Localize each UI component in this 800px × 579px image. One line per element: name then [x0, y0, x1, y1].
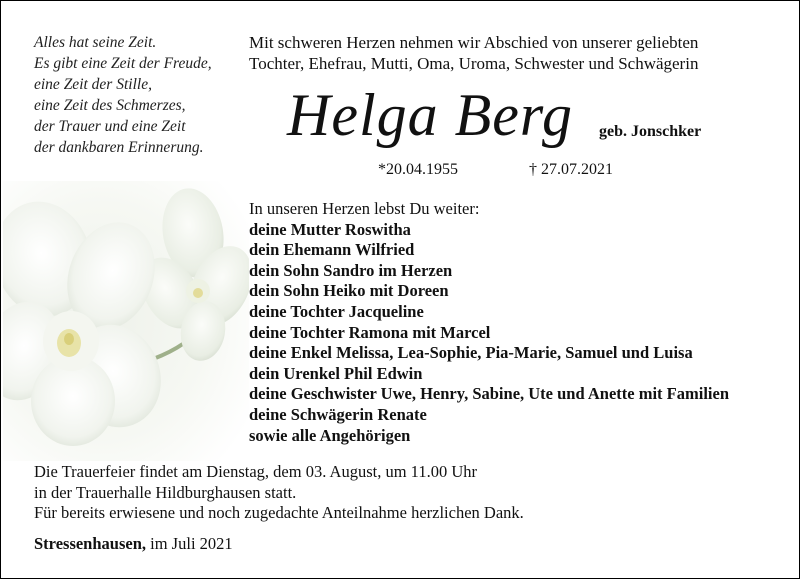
relative-line: dein Ehemann Wilfried — [249, 240, 415, 260]
intro-text — [249, 32, 789, 74]
relative-line: deine Enkel Melissa, Lea-Sophie, Pia-Marie, Samuel und Luisa — [249, 343, 693, 363]
poem-line: eine Zeit des Schmerzes, — [34, 97, 186, 114]
relative-line: dein Sohn Sandro im Herzen — [249, 260, 453, 280]
poem-line: eine Zeit der Stille, — [34, 76, 152, 93]
relative-line: deine Geschwister Uwe, Henry, Sabine, Ute und Anette mit Familien — [249, 384, 729, 404]
orchid-image — [3, 181, 249, 461]
poem-line: Alles hat seine Zeit. — [34, 34, 157, 51]
signature-date: im Juli 2021 — [146, 534, 233, 553]
relative-line: sowie alle Angehörigen — [249, 425, 411, 445]
signature-place: Stressenhausen, — [34, 534, 147, 553]
service-line: in der Trauerhalle Hildburghausen statt. — [34, 482, 297, 502]
relative-line: deine Schwägerin Renate — [249, 404, 427, 424]
poem-line: Es gibt eine Zeit der Freude, — [34, 55, 212, 72]
family-lead: In unseren Herzen lebst Du weiter: — [249, 199, 480, 218]
service-line: Die Trauerfeier findet am Dienstag, dem 03. August, um 11.00 Uhr — [34, 462, 477, 481]
deceased-name: Helga Berg — [287, 82, 574, 148]
poem — [34, 32, 249, 158]
relative-line: dein Sohn Heiko mit Doreen — [249, 281, 449, 301]
birth-date: *20.04.1955 — [378, 161, 458, 178]
maiden-name: geb. Jonschker — [599, 123, 702, 140]
service-info — [34, 462, 774, 524]
relative-line: deine Tochter Ramona mit Marcel — [249, 322, 491, 342]
relative-line: dein Urenkel Phil Edwin — [249, 363, 423, 383]
poem-line: der dankbaren Erinnerung. — [34, 139, 204, 156]
signature — [34, 534, 233, 554]
intro-line: Mit schweren Herzen nehmen wir Abschied von unserer geliebten — [249, 33, 699, 52]
death-date: † 27.07.2021 — [529, 161, 613, 178]
relative-line: deine Tochter Jacqueline — [249, 301, 424, 321]
poem-line: der Trauer und eine Zeit — [34, 118, 186, 135]
relative-line: deine Mutter Roswitha — [249, 219, 411, 239]
family-list — [249, 199, 794, 446]
intro-line: Tochter, Ehefrau, Mutti, Oma, Uroma, Schwester und Schwägerin — [249, 54, 699, 73]
service-line: Für bereits erwiesene und noch zugedachte Anteilnahme herzlichen Dank. — [34, 503, 524, 523]
